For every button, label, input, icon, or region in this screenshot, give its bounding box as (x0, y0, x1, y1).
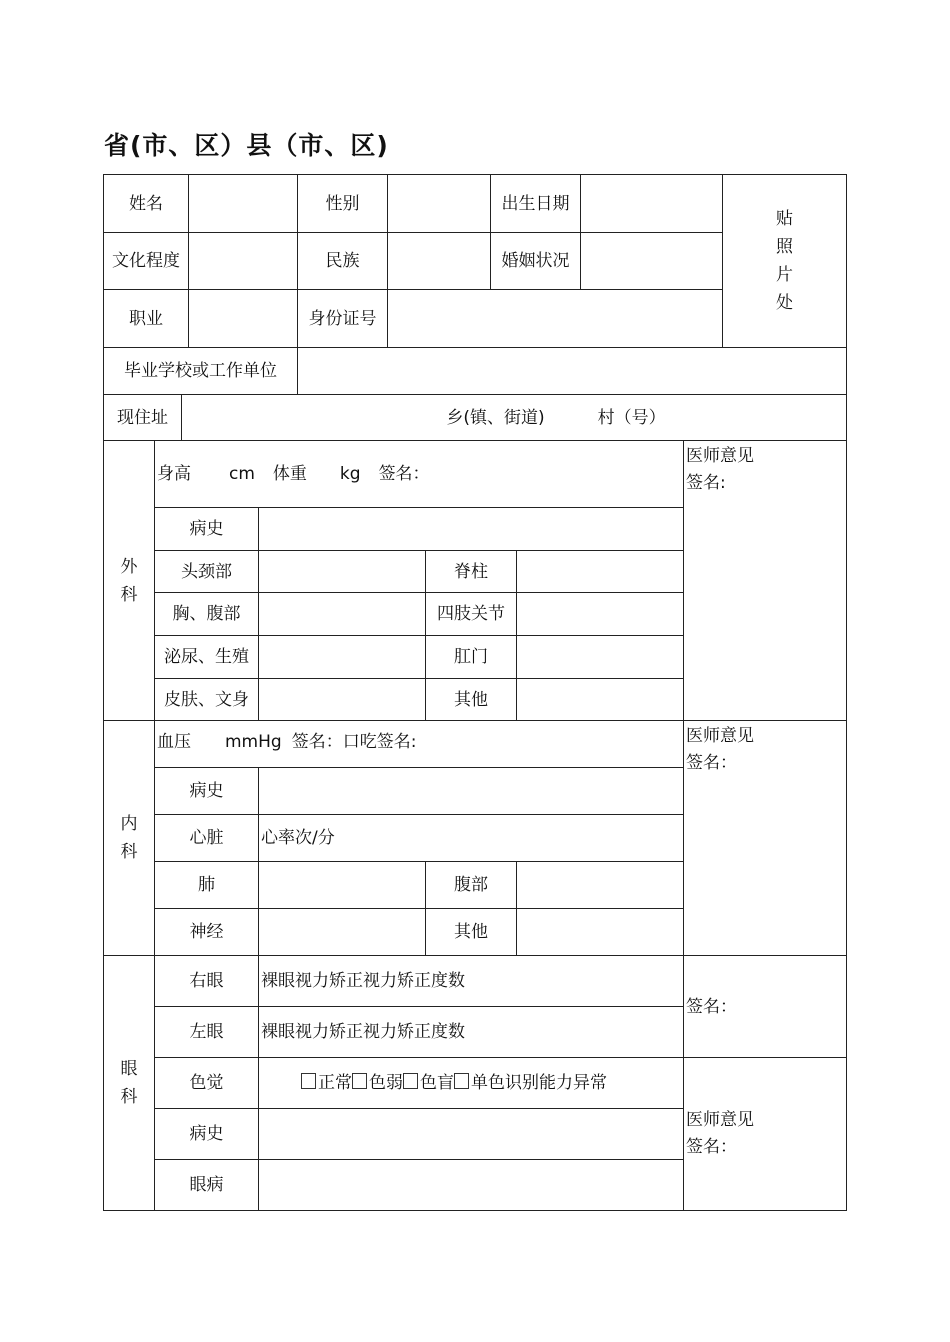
spine-field[interactable] (516, 550, 684, 593)
photo-area (722, 174, 847, 348)
eye-history-field[interactable] (258, 1108, 684, 1160)
heart-label: 心脏 (154, 814, 259, 862)
birth-field[interactable] (580, 174, 723, 233)
internal-dept-label (103, 720, 155, 956)
education-label: 文化程度 (103, 232, 189, 290)
right-eye-field[interactable]: 裸眼视力矫正视力矫正度数 (258, 955, 684, 1007)
eye-dept-char-1: 眼 (120, 1059, 138, 1079)
school-field[interactable] (297, 347, 847, 395)
eye-opinion-sign: 签名： (686, 1137, 737, 1157)
option-mono[interactable]: 单色识别能力异常 (454, 1071, 607, 1095)
surgery-dept-char-2: 科 (120, 584, 138, 605)
abdomen-label: 腹部 (425, 861, 517, 909)
urogenital-field[interactable] (258, 635, 426, 679)
lung-field[interactable] (258, 861, 426, 909)
surgery-dept-char-1: 外 (120, 556, 138, 577)
surgery-other-label: 其他 (425, 678, 517, 721)
form-title: 省(市、区）县（市、区) (104, 131, 389, 160)
eye-history-label: 病史 (154, 1108, 259, 1160)
photo-char-3: 片 (776, 265, 793, 285)
option-weak[interactable]: 色弱 (352, 1071, 403, 1095)
head-neck-field[interactable] (258, 550, 426, 593)
limbs-label: 四肢关节 (425, 592, 517, 636)
ethnicity-field[interactable] (387, 232, 491, 290)
address-field[interactable] (181, 394, 847, 441)
checkbox-icon[interactable] (454, 1073, 469, 1089)
eye-dept-char-2: 科 (120, 1087, 138, 1107)
internal-other-field[interactable] (516, 908, 684, 956)
surgery-opinion[interactable] (683, 440, 847, 721)
eye-disease-field[interactable] (258, 1159, 684, 1211)
occupation-field[interactable] (188, 289, 298, 348)
anus-label: 肛门 (425, 635, 517, 679)
photo-char-2: 照 (776, 237, 793, 257)
kg-unit: kg (339, 464, 361, 484)
internal-dept-char-2: 科 (120, 842, 138, 862)
abdomen-field[interactable] (516, 861, 684, 909)
surgery-history-label: 病史 (154, 507, 259, 551)
option-normal[interactable]: 正常 (301, 1071, 352, 1095)
nerve-label: 神经 (154, 908, 259, 956)
right-eye-label: 右眼 (154, 955, 259, 1007)
heart-field[interactable]: 心率次/分 (258, 814, 684, 862)
name-label: 姓名 (103, 174, 189, 233)
weight-label: 体重 (272, 464, 307, 484)
internal-other-label: 其他 (425, 908, 517, 956)
id-label: 身份证号 (297, 289, 388, 348)
surgery-opinion-label: 医师意见 (686, 446, 754, 466)
cm-unit: cm (229, 464, 255, 484)
color-vision-label: 色觉 (154, 1057, 259, 1109)
skin-label: 皮肤、文身 (154, 678, 259, 721)
surgery-measure-row (154, 440, 684, 508)
internal-bp-row (154, 720, 684, 768)
internal-opinion[interactable] (683, 720, 847, 956)
name-field[interactable] (188, 174, 298, 233)
checkbox-icon[interactable] (352, 1073, 367, 1089)
surgery-history-field[interactable] (258, 507, 684, 551)
checkbox-icon[interactable] (301, 1073, 316, 1089)
surgery-other-field[interactable] (516, 678, 684, 721)
head-neck-label: 头颈部 (154, 550, 259, 593)
photo-char-4: 处 (776, 293, 793, 313)
lung-label: 肺 (154, 861, 259, 909)
spine-label: 脊柱 (425, 550, 517, 593)
eye-sign-cell[interactable]: 签名： (683, 955, 847, 1058)
option-blind[interactable]: 色盲 (403, 1071, 454, 1095)
school-label: 毕业学校或工作单位 (103, 347, 298, 395)
eye-dept-label (103, 955, 155, 1211)
eye-opinion-label: 医师意见 (686, 1110, 754, 1130)
urogenital-label: 泌尿、生殖 (154, 635, 259, 679)
marital-field[interactable] (580, 232, 723, 290)
occupation-label: 职业 (103, 289, 189, 348)
id-field[interactable] (387, 289, 723, 348)
limbs-field[interactable] (516, 592, 684, 636)
gender-label: 性别 (297, 174, 388, 233)
internal-history-label: 病史 (154, 767, 259, 815)
eye-opinion[interactable] (683, 1057, 847, 1211)
internal-sign-label: 签名： (291, 732, 343, 752)
marital-label: 婚姻状况 (490, 232, 581, 290)
skin-field[interactable] (258, 678, 426, 721)
surgery-opinion-sign: 签名: (686, 473, 726, 493)
stutter-sign-label: 口吃签名: (342, 732, 417, 752)
surgery-sign-label: 签名： (378, 464, 430, 484)
color-vision-options (258, 1057, 684, 1109)
internal-dept-char-1: 内 (120, 814, 138, 834)
address-village-label: 村（号） (597, 407, 666, 428)
internal-history-field[interactable] (258, 767, 684, 815)
chest-abdomen-field[interactable] (258, 592, 426, 636)
address-town-label: 乡(镇、街道) (446, 407, 545, 428)
eye-disease-label: 眼病 (154, 1159, 259, 1211)
nerve-field[interactable] (258, 908, 426, 956)
height-label: 身高 (157, 464, 191, 484)
left-eye-label: 左眼 (154, 1006, 259, 1058)
chest-abdomen-label: 胸、腹部 (154, 592, 259, 636)
mmhg-unit: mmHg (225, 732, 282, 752)
education-field[interactable] (188, 232, 298, 290)
anus-field[interactable] (516, 635, 684, 679)
surgery-dept-label (103, 440, 155, 721)
ethnicity-label: 民族 (297, 232, 388, 290)
internal-opinion-label: 医师意见 (686, 726, 754, 746)
address-label: 现住址 (103, 394, 182, 441)
left-eye-field[interactable]: 裸眼视力矫正视力矫正度数 (258, 1006, 684, 1058)
gender-field[interactable] (387, 174, 491, 233)
birth-label: 出生日期 (490, 174, 581, 233)
checkbox-icon[interactable] (403, 1073, 418, 1089)
internal-opinion-sign: 签名： (686, 753, 737, 773)
bp-label: 血压 (157, 732, 191, 752)
photo-char-1: 贴 (776, 209, 793, 229)
